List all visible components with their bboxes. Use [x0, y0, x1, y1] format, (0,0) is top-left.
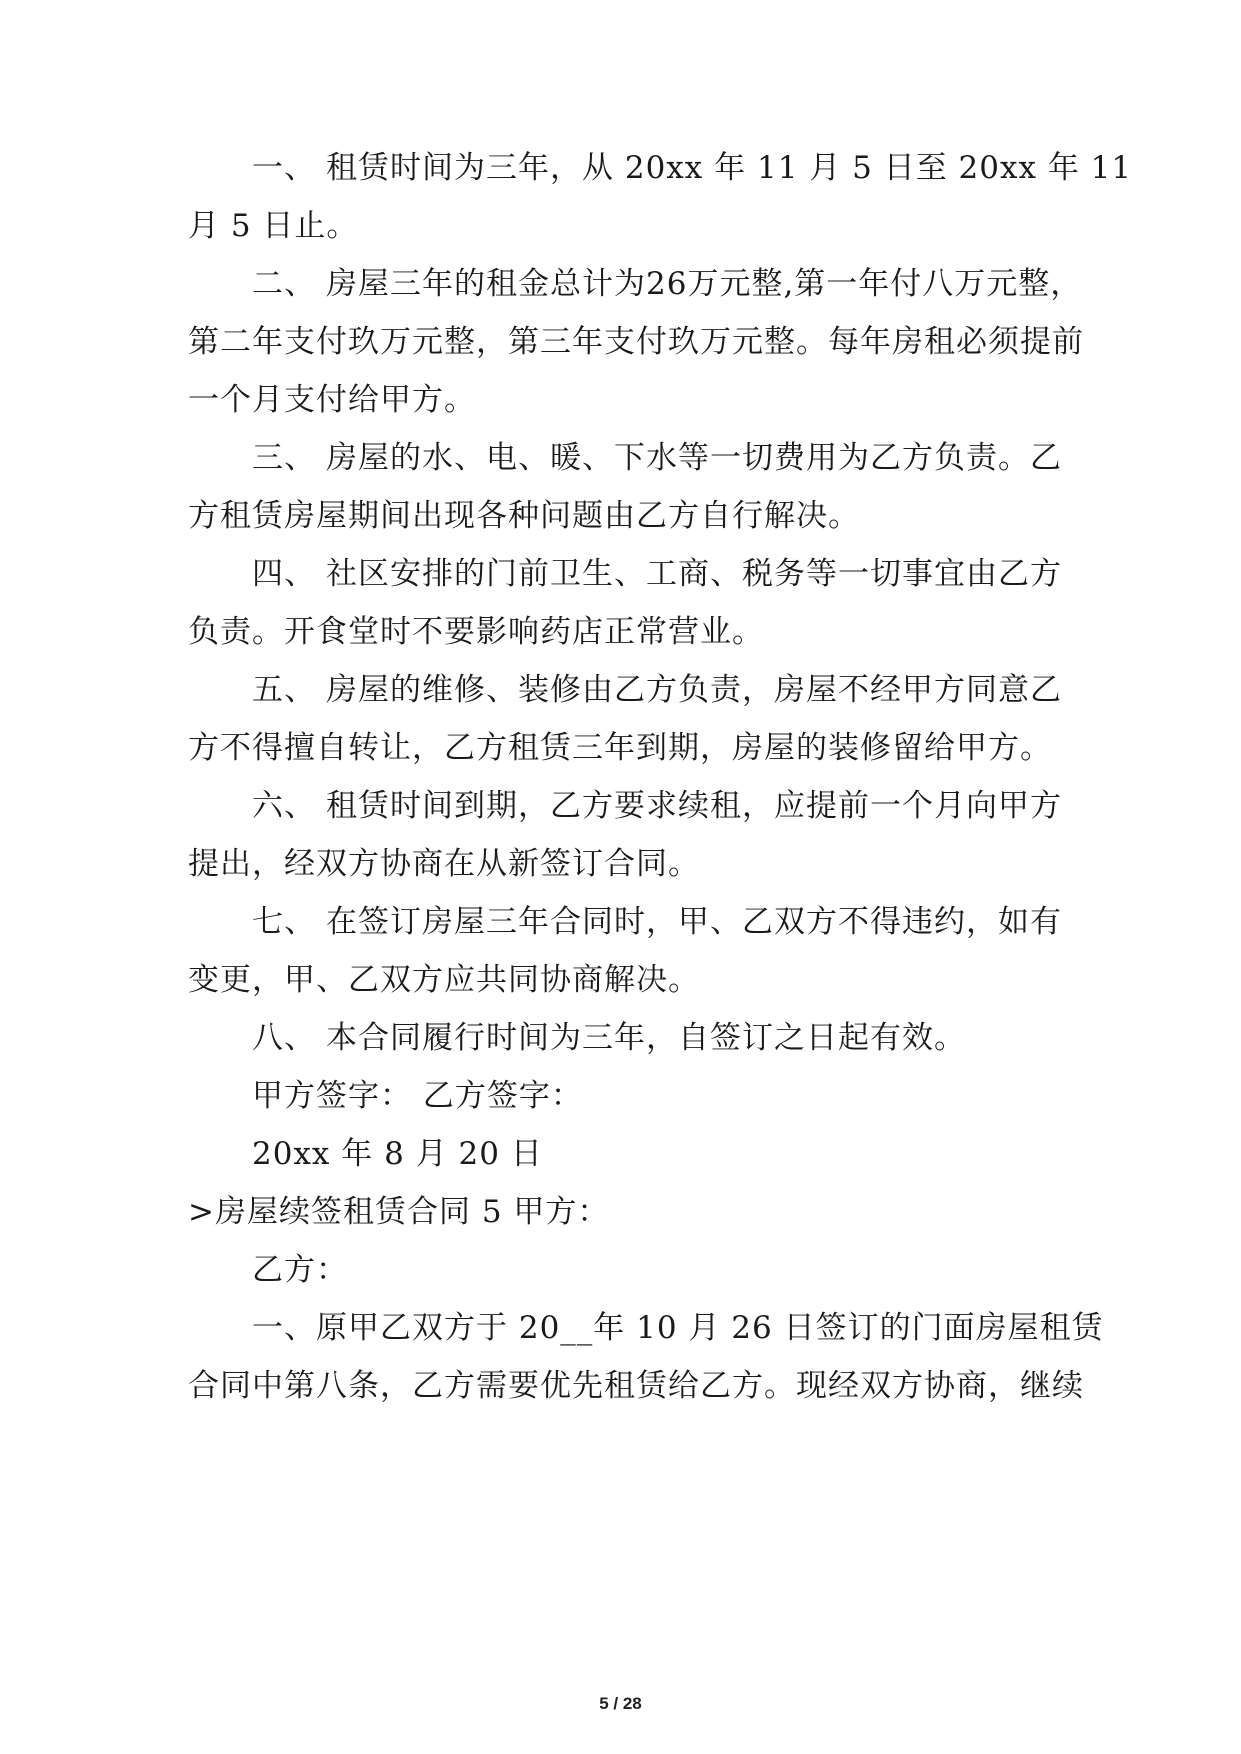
clause-4-line-2: 负责。开食堂时不要影响药店正常营业。 [188, 614, 764, 650]
signature-line: 甲方签字： 乙方签字： [252, 1078, 583, 1114]
clause-8-line-1 [252, 1018, 966, 1058]
clause-6-line-2: 提出，经双方协商在从新签订合同。 [188, 846, 700, 882]
clause-1-line-2: 月 5 日止。 [188, 208, 359, 244]
clause-2-line-1 [252, 264, 1082, 304]
clause-8-text: 本合同履行时间为三年，自签订之日起有效。 [326, 1020, 966, 1056]
clause-5-text: 房屋的维修、装修由乙方负责，房屋不经甲方同意乙 [326, 672, 1062, 708]
clause-7-line-2: 变更，甲、乙双方应共同协商解决。 [188, 962, 700, 998]
next-clause-1-line-2: 合同中第八条，乙方需要优先租赁给乙方。现经双方协商，继续 [188, 1368, 1084, 1404]
clause-3-text: 房屋的水、电、暖、下水等一切费用为乙方负责。乙 [326, 440, 1062, 476]
clause-4-line-1 [252, 554, 1062, 594]
clause-6-text: 租赁时间到期，乙方要求续租，应提前一个月向甲方 [326, 788, 1062, 824]
date-line: 20xx 年 8 月 20 日 [252, 1136, 543, 1172]
clause-4-marker: 四、 [252, 556, 316, 592]
clause-6-marker: 六、 [252, 788, 316, 824]
clause-5-line-1 [252, 670, 1062, 710]
clause-4-text: 社区安排的门前卫生、工商、税务等一切事宜由乙方 [326, 556, 1062, 592]
clause-8-marker: 八、 [252, 1020, 316, 1056]
party-b-line: 乙方： [252, 1252, 348, 1288]
clause-1-line-1 [252, 148, 1132, 188]
page-number: 5 / 28 [599, 1694, 642, 1713]
clause-5-line-2: 方不得擅自转让，乙方租赁三年到期，房屋的装修留给甲方。 [188, 730, 1052, 766]
next-contract-heading: >房屋续签租赁合同 5 甲方： [188, 1194, 610, 1230]
clause-7-text: 在签订房屋三年合同时，甲、乙双方不得违约，如有 [326, 904, 1062, 940]
clause-2-line-2: 第二年支付玖万元整，第三年支付玖万元整。每年房租必须提前 [188, 324, 1084, 360]
clause-7-line-1 [252, 902, 1062, 942]
clause-2-line-3: 一个月支付给甲方。 [188, 382, 476, 418]
clause-5-marker: 五、 [252, 672, 316, 708]
next-clause-1-line-1: 一、原甲乙双方于 20__年 10 月 26 日签订的门面房屋租赁 [252, 1310, 1104, 1346]
clause-3-line-1 [252, 438, 1062, 478]
clause-1-text: 租赁时间为三年，从 20xx 年 11 月 5 日至 20xx 年 11 [326, 150, 1133, 186]
clause-7-marker: 七、 [252, 904, 316, 940]
clause-6-line-1 [252, 786, 1062, 826]
clause-2-text: 房屋三年的租金总计为26万元整,第一年付八万元整， [326, 266, 1083, 302]
clause-1-marker: 一、 [252, 150, 316, 186]
clause-2-marker: 二、 [252, 266, 316, 302]
clause-3-marker: 三、 [252, 440, 316, 476]
clause-3-line-2: 方租赁房屋期间出现各种问题由乙方自行解决。 [188, 498, 860, 534]
